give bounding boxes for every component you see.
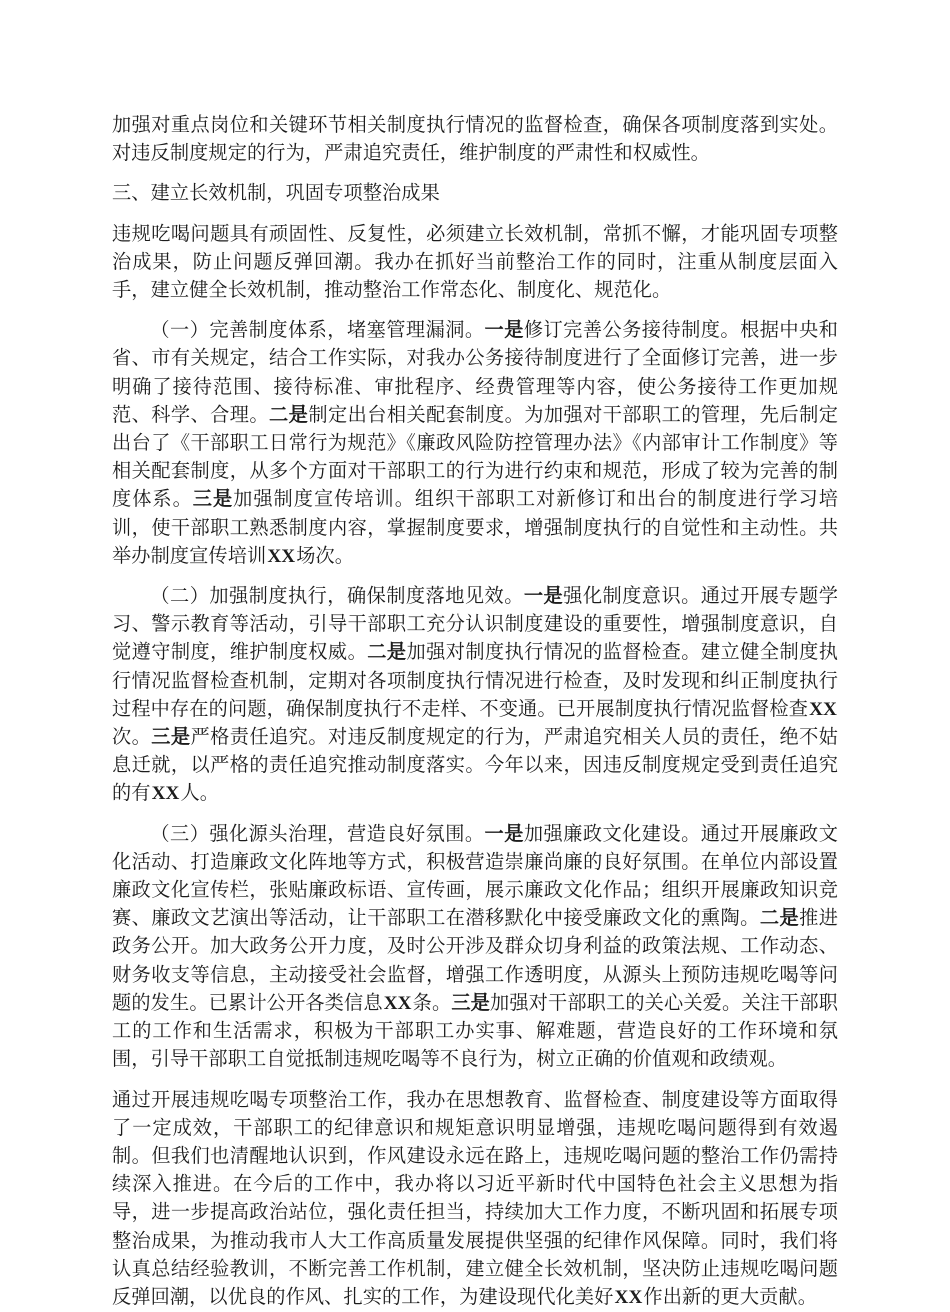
body-paragraph: [112, 112, 838, 168]
text-run: 条。: [413, 993, 452, 1014]
emphasis-marker: 三是: [451, 993, 490, 1014]
text-run: 推进政务公开。加大政务公开力度，及时公开涉及群众切身利益的政策法规、工作动态、财务收支等信息，主动接受社会监督，增强工作透明度，从源头上预防违规吃喝等问题的发生。已累计公开各类信息: [112, 908, 838, 1014]
text-run: 加强对干部职工的关心关爱。关注干部职工的工作和生活需求，积极为干部职工办实事、解难题，营造良好的工作环境和氛围，引导干部职工自觉抵制违规吃喝等不良行为，树立正确的价值观和政绩观。: [112, 993, 838, 1070]
emphasis-marker: 二是: [760, 908, 799, 929]
emphasis-marker: 一是: [485, 824, 524, 845]
text-run: 严格责任追究。对违反制度规定的行为，严肃追究相关人员的责任，绝不姑息迁就，以严格的责任追究推动制度落实。今年以来，因违反制度规定受到责任追究的有: [112, 727, 838, 804]
body-paragraph: [112, 1087, 838, 1312]
text-run: 三、建立长效机制，巩固专项整治成果: [112, 183, 440, 204]
emphasis-marker: 一是: [524, 586, 563, 607]
emphasis-marker: 一是: [485, 320, 524, 341]
document-body: [112, 112, 838, 1312]
placeholder-value: XX: [266, 546, 296, 567]
text-run: 次。: [112, 727, 151, 748]
text-run: 违规吃喝问题具有顽固性、反复性，必须建立长效机制，常抓不懈，才能巩固专项整治成果，防止问题反弹回潮。我办在抓好当前整治工作的同时，注重从制度层面入手，建立健全长效机制，推动整治工作常态化、制度化、规范化。: [112, 224, 838, 301]
placeholder-value: XX: [613, 1287, 643, 1308]
text-run: 加强对重点岗位和关键环节相关制度执行情况的监督检查，确保各项制度落到实处。对违反制度规定的行为，严肃追究责任，维护制度的严肃性和权威性。: [112, 115, 838, 164]
text-run: （二）加强制度执行，确保制度落地见效。: [150, 586, 523, 607]
text-run: 修订完善公务接待制度。根据中央和省、市有关规定，结合工作实际，对我办公务接待制度进行了全面修订完善，进一步明确了接待范围、接待标准、审批程序、经费管理等内容，使公务接待工作更加规范、科学、合理。: [112, 320, 838, 426]
text-run: 制定出台相关配套制度。为加强对干部职工的管理，先后制定出台了《干部职工日常行为规范》《廉政风险防控管理办法》《内部审计工作制度》等相关配套制度，从多个方面对干部职工的行为进行约束和规范，形成了较为完善的制度体系。: [112, 405, 838, 511]
text-run: 作出新的更大贡献。: [643, 1287, 817, 1308]
body-paragraph: [112, 317, 838, 571]
placeholder-value: XX: [808, 699, 838, 720]
text-run: （三）强化源头治理，营造良好氛围。: [150, 824, 484, 845]
text-run: （一）完善制度体系，堵塞管理漏洞。: [150, 320, 484, 341]
text-run: 场次。: [296, 546, 354, 567]
emphasis-marker: 三是: [151, 727, 190, 748]
text-run: 加强廉政文化建设。通过开展廉政文化活动、打造廉政文化阵地等方式，积极营造崇廉尚廉的良好氛围。在单位内部设置廉政文化宣传栏，张贴廉政标语、宣传画，展示廉政文化作品；组织开展廉政知识竞赛、廉政文艺演出等活动，让干部职工在潜移默化中接受廉政文化的熏陶。: [112, 824, 838, 930]
text-run: 通过开展违规吃喝专项整治工作，我办在思想教育、监督检查、制度建设等方面取得了一定成效，干部职工的纪律意识和规矩意识明显增强，违规吃喝问题得到有效遏制。但我们也清醒地认识到，作风建设永远在路上，违规吃喝问题的整治工作仍需持续深入推进。在今后的工作中，我办将以习近平新时代中国特色社会主义思想为指导，进一步提高政治站位，强化责任担当，持续加大工作力度，不断巩固和拓展专项整治成果，为推动我市人大工作高质量发展提供坚强的纪律作风保障。同时，我们将认真总结经验教训，不断完善工作机制，建立健全长效机制，坚决防止违规吃喝问题反弹回潮，以优良的作风、扎实的工作，为建设现代化美好: [112, 1090, 838, 1308]
placeholder-value: XX: [151, 783, 181, 804]
text-run: 人。: [181, 783, 220, 804]
section-heading: [112, 180, 838, 208]
text-run: 加强对制度执行情况的监督检查。建立健全制度执行情况监督检查机制，定期对各项制度执行情况进行检查，及时发现和纠正制度执行过程中存在的问题，确保制度执行不走样、不变通。已开展制度执行情况监督检查: [112, 642, 838, 719]
emphasis-marker: 二是: [269, 405, 308, 426]
text-run: 加强制度宣传培训。组织干部职工对新修订和出台的制度进行学习培训，使干部职工熟悉制度内容，掌握制度要求，增强制度执行的自觉性和主动性。共举办制度宣传培训: [112, 489, 838, 566]
placeholder-value: XX: [383, 993, 413, 1014]
body-paragraph: [112, 221, 838, 306]
body-paragraph: [112, 821, 838, 1075]
emphasis-marker: 三是: [193, 489, 233, 510]
body-paragraph: [112, 583, 838, 809]
emphasis-marker: 二是: [367, 642, 406, 663]
text-run: 强化制度意识。通过开展专题学习、警示教育等活动，引导干部职工充分认识制度建设的重要性，增强制度意识，自觉遵守制度，维护制度权威。: [112, 586, 838, 663]
